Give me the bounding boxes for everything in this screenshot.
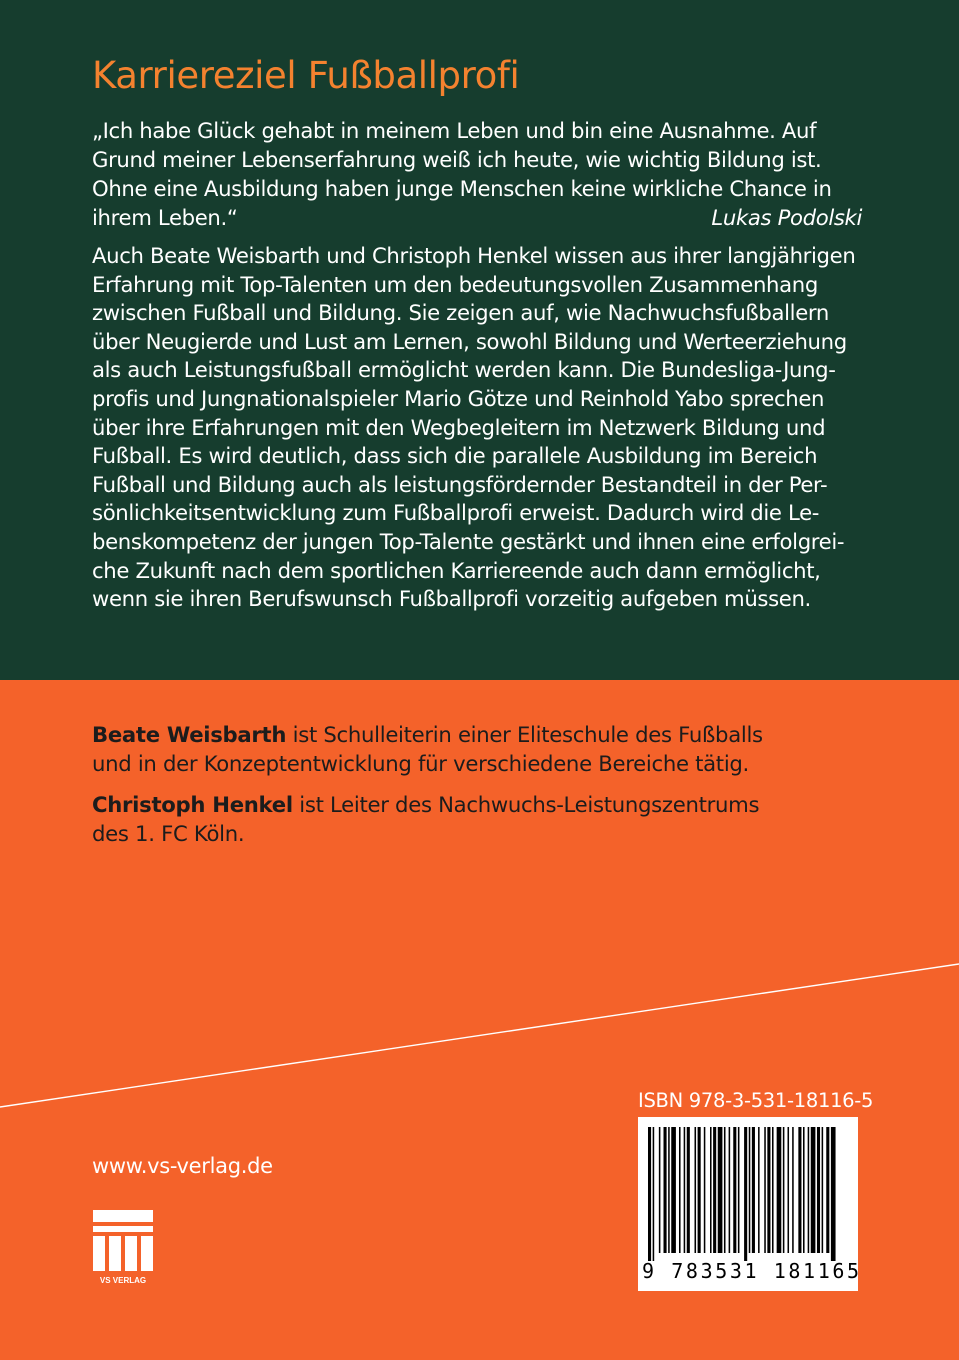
isbn-label: ISBN 978-3-531-18116-5 — [638, 1089, 874, 1112]
description-line: profis und Jungnationalspieler Mario Götze und Reinhold Yabo sprechen — [92, 385, 825, 411]
barcode-bar — [695, 1127, 697, 1253]
barcode — [638, 1117, 862, 1291]
author-bio-weisbarth — [92, 720, 862, 778]
barcode-bar — [679, 1127, 681, 1253]
barcode-bar — [718, 1127, 723, 1253]
description-line: che Zukunft nach dem sportlichen Karriereende auch dann ermöglicht, — [92, 557, 821, 583]
description-line: über ihre Erfahrungen mit den Wegbegleitern im Netzwerk Bildung und — [92, 414, 826, 440]
quote-line: Grund meiner Lebenserfahrung weiß ich heute, wie wichtig Bildung ist. — [92, 147, 822, 172]
author-bio-text: ist Schulleiterin einer Eliteschule des Fußballs — [286, 722, 763, 747]
barcode-bar — [792, 1127, 794, 1253]
barcode-bar — [783, 1127, 785, 1253]
barcode-bar — [811, 1127, 816, 1253]
barcode-bar — [733, 1127, 736, 1253]
barcode-bar — [668, 1127, 670, 1253]
barcode-bar — [659, 1127, 661, 1253]
barcode-bar — [704, 1127, 706, 1253]
barcode-bar — [713, 1127, 716, 1253]
barcode-bar — [687, 1127, 690, 1253]
lower-panel — [0, 680, 959, 1360]
barcode-bar — [817, 1127, 820, 1253]
description-line: wenn sie ihren Berufswunsch Fußballprofi vorzeitig aufgeben müssen. — [92, 586, 811, 612]
barcode-bar — [808, 1127, 810, 1253]
author-bio-henkel — [92, 790, 862, 848]
publisher-website-link[interactable]: www.vs-verlag.de — [92, 1154, 273, 1178]
author-bio-text: des 1. FC Köln. — [92, 821, 245, 846]
description-line: als auch Leistungsfußball ermöglicht werden kann. Die Bundesliga-Jung- — [92, 357, 836, 383]
quote-line: „Ich habe Glück gehabt in meinem Leben und bin eine Ausnahme. Auf — [92, 118, 817, 143]
author-name: Beate Weisbarth — [92, 722, 287, 747]
author-name: Christoph Henkel — [92, 792, 293, 817]
quote-author: Lukas Podolski — [711, 205, 862, 230]
description-line: Erfahrung mit Top-Talenten um den bedeutungsvollen Zusammenhang — [92, 271, 818, 297]
barcode-bar — [698, 1127, 701, 1253]
description-line: Auch Beate Weisbarth und Christoph Henkel wissen aus ihrer langjährigen — [92, 243, 856, 268]
barcode-bar — [826, 1127, 829, 1253]
quote-line: ihrem Leben.“ — [92, 205, 238, 230]
barcode-bar — [831, 1127, 836, 1261]
barcode-bar — [744, 1127, 747, 1261]
author-bio-text: und in der Konzeptentwicklung für verschiedene Bereiche tätig. — [92, 751, 749, 776]
barcode-bar — [772, 1127, 774, 1253]
barcode-bar — [724, 1127, 726, 1253]
barcode-bar — [671, 1127, 676, 1253]
barcode-bar — [664, 1127, 667, 1253]
quote-block — [92, 116, 862, 232]
description-line: zwischen Fußball und Bildung. Sie zeigen auf, wie Nachwuchsfußballern — [92, 300, 829, 326]
description-line: benskompetenz der jungen Top-Talente gestärkt und ihnen eine erfolgrei- — [92, 528, 845, 554]
barcode-bar — [653, 1127, 655, 1261]
barcode-bar — [749, 1127, 751, 1253]
barcode-bar — [710, 1127, 712, 1253]
barcode-bar — [684, 1127, 686, 1253]
barcode-bar — [729, 1127, 731, 1253]
description-line: über Neugierde und Lust am Lernen, sowohl Bildung und Werteerziehung — [92, 328, 847, 354]
barcode-bar — [798, 1127, 801, 1253]
description-line: Fußball und Bildung auch als leistungsfördernder Bestandteil in der Per- — [92, 471, 828, 497]
barcode-bar — [767, 1127, 770, 1253]
quote-line: Ohne eine Ausbildung haben junge Menschen keine wirkliche Chance in — [92, 176, 832, 201]
barcode-bar — [764, 1127, 766, 1253]
barcode-bar — [648, 1127, 651, 1261]
barcode-bar — [788, 1127, 790, 1253]
description-line: Fußball. Es wird deutlich, dass sich die parallele Ausbildung im Bereich — [92, 443, 818, 469]
logo-label: VS VERLAG — [99, 1276, 147, 1285]
barcode-bar — [738, 1127, 740, 1253]
barcode-bar — [752, 1127, 755, 1253]
barcode-bar — [758, 1127, 760, 1253]
book-title: Karriereziel Fußballprofi — [92, 54, 520, 97]
vs-verlag-logo-icon — [93, 1210, 153, 1286]
barcode-bar — [822, 1127, 824, 1253]
barcode-bar — [803, 1127, 805, 1253]
description-line: sönlichkeitsentwicklung zum Fußballprofi erweist. Dadurch wird die Le- — [92, 500, 820, 526]
author-bio-text: ist Leiter des Nachwuchs-Leistungszentrums — [292, 792, 760, 817]
barcode-digits: 9 783531 181165 — [642, 1259, 862, 1283]
description-block — [92, 242, 862, 614]
barcode-bar — [777, 1127, 782, 1253]
